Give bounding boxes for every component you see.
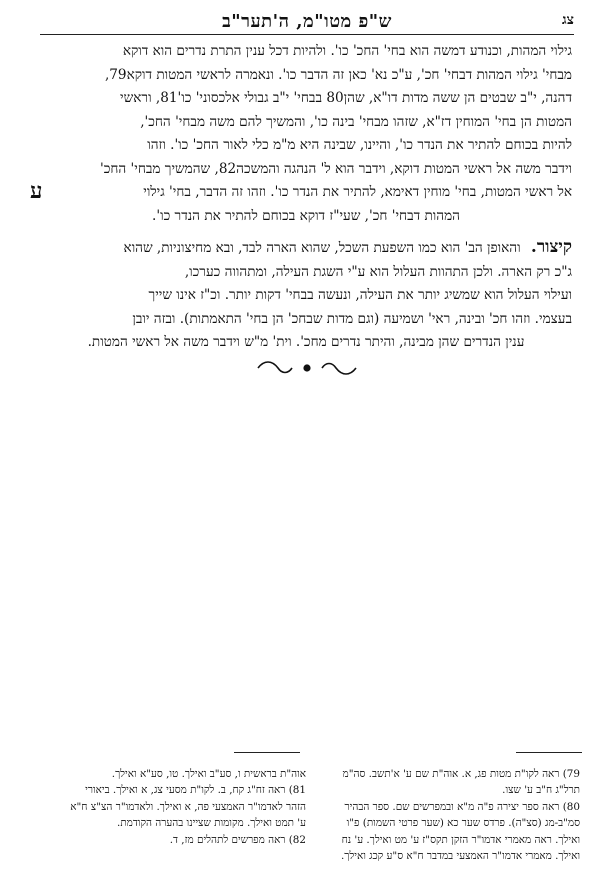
footnote-line: ואילך. ראה מאמרי אדמו"ר הזקן תקס"ז ע' מט ואילך. ע' נח [341, 833, 580, 846]
footnote-line: 79) ראה לקו"ת מטות פג, א. אוה"ת שם ע' א'תשב. סה"מ [342, 768, 580, 780]
margin-letter: ע [30, 178, 43, 204]
header-rule [40, 34, 574, 35]
text-line: המהות דבחי' חכ', שעי"ז דוקא בכוחם להתיר את הנדר כו'. [152, 207, 460, 224]
footnote-rule-left [234, 752, 300, 753]
footnote-line: 81) ראה זח"ג קח, ב. לקו"ת מסעי צג, א ואילך. ביאורי [85, 784, 306, 797]
footnote-line: אוה"ת בראשית ו, סע"ב ואילך. טו, סע"א ואילך. [111, 768, 306, 780]
page-number: צג [562, 12, 574, 28]
footnotes-column-left [56, 766, 306, 848]
text-line: ג"כ רק הארה. ולכן התהוות העלול הוא ע"י השגת העילה, ומתהווה כערכו, [184, 263, 572, 280]
text-line: אל ראשי המטות, בחי' מוחין דאימא, להתיר את הנדר כו'. וזהו זה הדבר, בחי' גילוי [143, 184, 572, 200]
text-line: ועילוי העלול הוא שמשיג יותר את העילה, ונעשה בבחי' דקות יותר. וכ"ז אינו שייך [148, 287, 572, 303]
text-line: גילוי המהות, וכנודע דמשה הוא בחי' החכ' כו'. ולהיות דכל ענין התרת נדרים הוא דוקא [122, 43, 572, 59]
footnote-line: ואילך. מאמרי אדמו"ר האמצעי במדבר ח"א ס"ע קכג ואילך. [340, 850, 580, 863]
text-line: מבחי' גילוי המהות דבחי' חכ', ע"כ נא' כאן זה הדבר כו'. ונאמרה לראשי המטות דוקא79, [104, 66, 572, 83]
text-line: להיות בכוחם להתיר את הנדר כו', והיינו, שבינה היא מ"מ כלי לאור החכ' כו'. וזהו [147, 137, 572, 153]
main-text [40, 40, 572, 355]
kitzur-heading: קיצור. [530, 237, 572, 257]
footnote-line: הזהר לאדמו"ר האמצעי פה, א ואילך. ולאדמו"ר הצ"צ ח"א [70, 800, 306, 813]
footnote-line: 80) ראה ספר יצירה פ"ה מ"א ובמפרשים שם. ספר הבהיר [344, 800, 580, 813]
section-divider-ornament [0, 356, 614, 380]
footnote-line: ע' תמט ואילך. מקומות שציינו בהערה הקודמת. [117, 817, 306, 830]
footnote-rule-right [516, 752, 582, 753]
paragraph-2 [40, 236, 572, 355]
footnote-line: 82) ראה מפרשים לתהלים מז, ד. [169, 833, 306, 846]
text-line: והאופן הב' הוא כמו השפעת השכל, שהוא הארה לבד, ובא מחיצוניות, שהוא [123, 240, 521, 256]
footnote-line: תרל"ג ח"ב ע' שצו. [502, 784, 580, 797]
text-line: בעצמי. וזהו חכ' ובינה, ראי' ושמיעה (וגם מדות שבחכ' הן בחי' התאמתות). ובזה יובן [132, 310, 572, 327]
text-line: וידבר משה אל ראשי המטות דוקא, וידבר הוא ל' הנהגה והמשכה82, שהמשיך מבחי' החכ' [99, 160, 572, 177]
page-header [40, 8, 574, 34]
footnote-line: סמ"ב-מג (סצ"ה). פרדס שער כא (שער פרטי השמות) פ"ו [346, 817, 580, 830]
running-title: ש"פ מטו"מ, ה'תער"ב [222, 10, 392, 32]
footnotes-column-right [330, 766, 580, 864]
paragraph-1 [40, 40, 572, 228]
text-line: ענין הנדרים שהן מבינה, והיתר נדרים מחכ'. וית' מ"ש וידבר משה אל ראשי המטות. [87, 334, 525, 350]
text-line-first [40, 236, 572, 261]
text-line: דהנה, י"ב שבטים הן ששה מדות דו"א, שהן80 בבחי' י"ב גבולי אלכסוני' כו'81, וראשי [120, 90, 572, 106]
text-line: המטות הן בחי' המוחין דז"א, שזהו מבחי' בינה כו', והמשיך להם משה מבחי' החכ', [140, 113, 572, 130]
